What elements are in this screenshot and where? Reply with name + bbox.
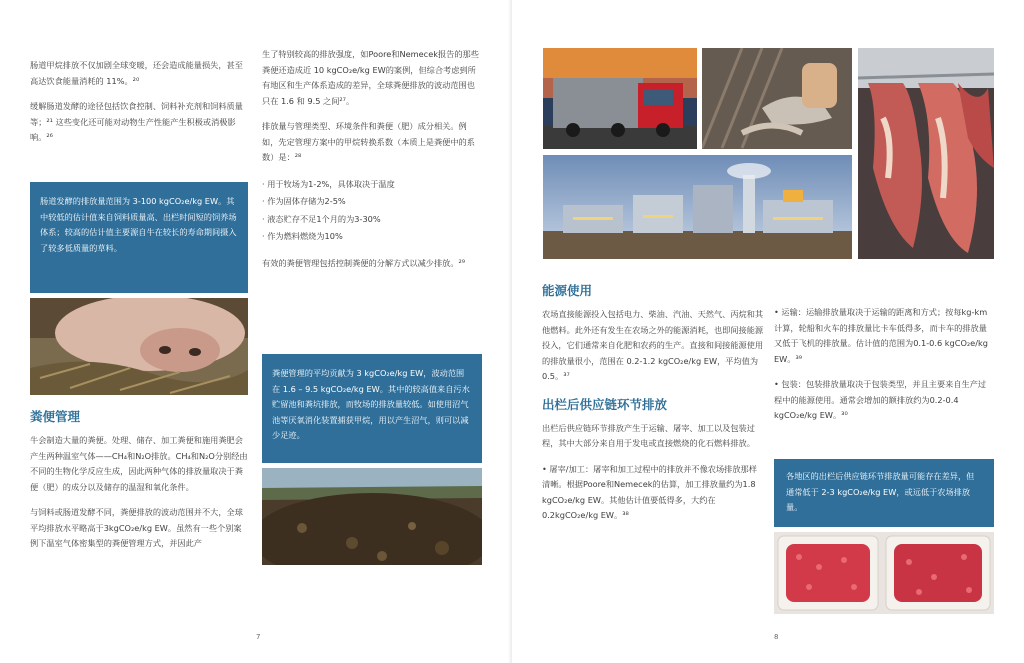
cow-photo	[30, 298, 248, 395]
right-column-2	[774, 305, 994, 434]
manure-emission-callout	[262, 354, 482, 463]
truck-photo	[543, 48, 697, 149]
conversion-factor-list	[262, 176, 482, 246]
transport-item: • 运输：运输排放量取决于运输的距离和方式；按每kg-km计算，轮船和火车的排放量比卡车低得多，而卡车的排放量又低于飞机的排放量。估计值的范围为0.1-0.6 kgCO₂e/kg EW。³⁹	[774, 307, 988, 364]
paragraph: 缓解肠道发酵的途径包括饮食控制、饲料补充剂和饲料质量等；²¹ 这些变化还可能对动物生产性能产生积极或消极影响。²⁶	[30, 101, 243, 142]
section-heading-post-farm: 出栏后供应链环节排放	[542, 396, 668, 412]
paragraph: 牛会制造大量的粪便。处理、储存、加工粪便和施用粪肥会产生两种温室气体——CH₄和N₂O排放。CH₄和N₂O分别经由不同的生物化学反应生成，因此两种气体的排放量取决于粪便（肥）的成分以及储存的温湿和氧化条件。	[30, 435, 248, 492]
packaged-meat-photo	[774, 532, 994, 614]
paragraph: 有效的粪便管理包括控制粪便的分解方式以减少排放。²⁹	[262, 257, 466, 268]
post-farm-emission-callout	[774, 459, 994, 527]
section-heading-manure: 粪便管理	[30, 409, 81, 424]
page-number: 7	[256, 633, 261, 641]
right-column-1	[542, 281, 764, 534]
callout-text: 粪便管理的平均贡献为 3 kgCO₂e/kg EW，波动范围在 1.6 – 9.5 kgCO₂e/kg EW。其中的较高值来自污水贮留池和粪坑排放，而牧场的排放量较低。如使用沼气池等厌氧消化装置捕获甲烷，用以产生沼气，则可以减少足迹。	[272, 368, 470, 440]
power-plant-photo	[543, 155, 852, 259]
paragraph: 生了特别较高的排放强度，如Poore和Nemecek报告的那些粪便还造成近 10 kgCO₂e/kg EW的案例，但综合考虑到所有地区和生产体系造成的差异，全球粪便排放的波动范围也只在 1.6 和 9.5 之间²⁷。	[262, 49, 479, 106]
callout-text: 各地区的出栏后供应链环节排放量可能存在差异，但通常低于 2-3 kgCO₂e/kg EW，或远低于农场排放量。	[786, 471, 975, 512]
manure-photo	[262, 468, 482, 565]
left-column-2	[262, 47, 482, 281]
packaging-item: • 包装：包装排放量取决于包装类型，并且主要来自生产过程中的能源使用。通常会增加的额排放约为0.2-0.4 kgCO₂e/kg EW。³⁰	[774, 379, 987, 420]
meat-carcass-photo	[858, 48, 994, 259]
left-column-1-lower	[30, 407, 248, 562]
paragraph: 与饲料或肠道发酵不同，粪便排放的波动范围并不大，全球平均排放水平略高于3kgCO₂e/kg EW。虽然有一些个别案例下温室气体密集型的粪便管理方式，并因此产	[30, 507, 243, 548]
list-item: · 用于牧场为1-2%，具体取决于温度	[262, 176, 482, 194]
paragraph: 肠道甲烷排放不仅加剧全球变暖，还会造成能量损失，甚至高达饮食能量消耗的 11%。²⁰	[30, 60, 243, 86]
slaughter-processing-item: • 屠宰/加工：屠宰和加工过程中的排放并不像农场排放那样清晰。根据Poore和Nemecek的估算，加工排放量约为1.8 kgCO₂e/kg EW。其他估计值要低得多，大约在0.2kgCO₂e/kg EW。³⁸	[542, 463, 757, 520]
paragraph: 出栏后供应链环节排放产生于运输、屠宰、加工以及包装过程，其中大部分来自用于发电或直接燃烧的化石燃料排放。	[542, 422, 755, 448]
fuel-nozzle-photo	[702, 48, 852, 149]
list-item: · 液态贮存不足1个月的为3-30%	[262, 211, 482, 229]
section-heading-energy: 能源使用	[542, 283, 593, 298]
callout-text: 肠道发酵的排放量范围为 3-100 kgCO₂e/kg EW。其中较低的估计值来自饲料质量高、出栏时间短的饲养场体系；较高的估计值主要源自牛在较长的寿命期间摄入了较多低质量的草料。	[40, 196, 237, 253]
page-number: 8	[774, 633, 779, 641]
right-page	[512, 0, 1024, 663]
paragraph: 农场直接能源投入包括电力、柴油、汽油、天然气、丙烷和其他燃料。此外还有发生在农场之外的能源消耗，也即间接能源投入，它们通常来自化肥和农药的生产。直接和间接能源使用的排放量很小，范围在 0.2-1.2 kgCO₂e/kg EW，平均值为0.5。³⁷	[542, 309, 764, 381]
paragraph: 排放量与管理类型、环境条件和粪便（肥）成分相关。例如，先定管理方案中的甲烷转换系数（本质上是粪便中的系数）是：²⁸	[262, 121, 475, 162]
list-item: · 作为固体存储为2-5%	[262, 193, 482, 211]
enteric-emission-callout	[30, 182, 248, 293]
left-column-1	[30, 58, 248, 156]
list-item: · 作为燃料燃烧为10%	[262, 228, 482, 246]
